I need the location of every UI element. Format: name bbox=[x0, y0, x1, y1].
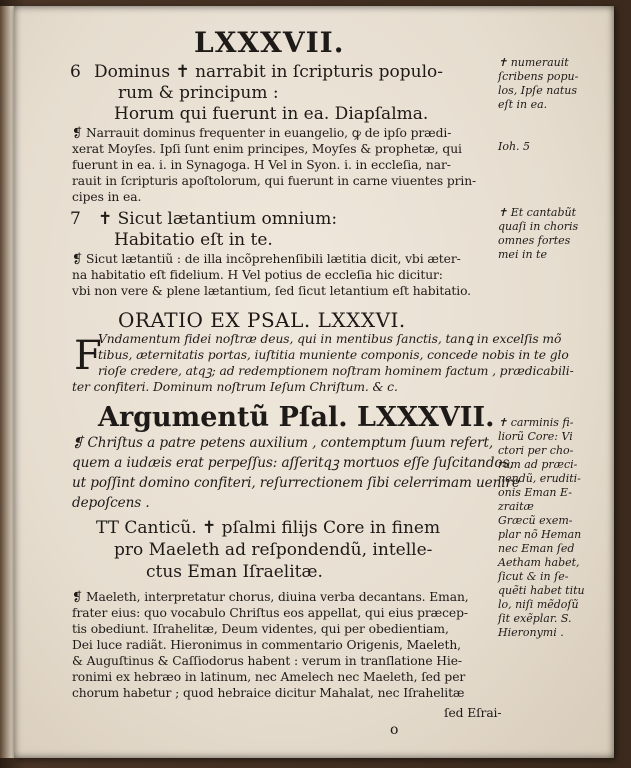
margin-note-4-line: ✝ carminis fi- bbox=[498, 416, 574, 429]
comment-2-line: vbi non vere & plene lætantium, ſed ſicut letantium eſt habitatio. bbox=[72, 284, 471, 298]
drop-cap: F bbox=[74, 333, 102, 379]
argumentum-line: ut poſſint domino confiteri, reſurrectionem ſibi celerrimam uenire bbox=[72, 475, 520, 491]
book-page bbox=[14, 6, 614, 758]
margin-note-3-line: quaſi in choris bbox=[498, 220, 579, 233]
margin-note-4-line: nendũ, eruditi- bbox=[498, 472, 581, 485]
verse-7-line-2: Habitatio eſt in te. bbox=[114, 230, 273, 250]
verse-7-number: 7 bbox=[70, 209, 81, 229]
verse-6-number: 6 bbox=[70, 62, 81, 82]
comment-1-line: cipes in ea. bbox=[72, 190, 142, 204]
margin-note-4-line: rum ad præci- bbox=[498, 458, 578, 471]
margin-note-3-line: ✝ Et cantabũt bbox=[498, 206, 576, 219]
margin-note-1-line: ſcribens popu- bbox=[498, 70, 579, 83]
canticum-line: TT Canticũ. ✝ pſalmi filijs Core in finem bbox=[96, 518, 441, 538]
comment-3-line: frater eius: quo vocabulo Chriſtus eos appellat, qui eius præcep- bbox=[72, 606, 468, 620]
comment-2-line: na habitatio eſt fidelium. H Vel potius de eccleſia hic dicitur: bbox=[72, 268, 443, 282]
comment-3-line: ❡ Maeleth, interpretatur chorus, diuina verba decantans. Eman, bbox=[72, 590, 469, 604]
margin-note-2: Ioh. 5 bbox=[498, 140, 531, 153]
comment-1-line: fuerunt in ea. i. in Synagoga. H Vel in Syon. i. in eccleſia, nar- bbox=[72, 158, 451, 172]
margin-note-4-line: ctori per cho- bbox=[498, 444, 574, 457]
comment-1-line: xerat Moyſes. Ipſi ſunt enim principes, Moyſes & prophetæ, qui bbox=[72, 142, 462, 156]
verse-6-line-1: Dominus ✝ narrabit in ſcripturis populo- bbox=[94, 62, 444, 82]
margin-note-4-line: quẽti habet titu bbox=[498, 584, 585, 597]
margin-note-4-line: zraitæ bbox=[498, 500, 534, 513]
argumentum-line: quem a iudæis erat perpeſſus: aſſeritqꝫ mortuos eſſe ſuſcitandos, bbox=[72, 455, 514, 471]
comment-3-line: tis obediunt. Iſrahelitæ, Deum videntes, qui per obedientiam, bbox=[72, 622, 449, 636]
verse-6-line-3: Horum qui fuerunt in ea. Diapſalma. bbox=[114, 104, 429, 124]
canticum-line: pro Maeleth ad reſpondendũ, intelle- bbox=[114, 540, 433, 560]
oratio-line: Vndamentum fidei noſtræ deus, qui in mentibus ſanctis, tanꝗ in excelſis mõ bbox=[98, 332, 562, 346]
oratio-line: ter confiteri. Dominum noſtrum Ieſum Chriſtum. & c. bbox=[72, 380, 398, 394]
verse-7-line-1: ✝ Sicut lætantium omnium: bbox=[98, 209, 338, 229]
argumentum-line: ❡ Chriſtus a patre petens auxilium , contemptum ſuum refert, bbox=[72, 435, 494, 451]
comment-3-line: Dei luce radiãt. Hieronimus in commentario Origenis, Maeleth, bbox=[72, 638, 461, 652]
margin-note-1-line: ✝ numerauit bbox=[498, 56, 569, 69]
signature-mark: o bbox=[390, 722, 399, 738]
comment-3-line: ronimi ex hebræo in latinum, nec Amelech nec Maeleth, ſed per bbox=[72, 670, 466, 684]
margin-note-4-line: Hieronymi . bbox=[498, 626, 564, 639]
margin-note-3-line: omnes fortes bbox=[498, 234, 571, 247]
oratio-line: rioſe credere, atqꝫ; ad redemptionem noſtram hominem factum , prædicabili- bbox=[98, 364, 574, 378]
margin-note-4-line: onis Eman E- bbox=[498, 486, 572, 499]
catchword: ſed Eſrai- bbox=[444, 706, 502, 720]
comment-2-line: ❡ Sicut lætantiũ : de illa incõprehenſibili lætitia dicit, vbi æter- bbox=[72, 252, 461, 266]
comment-1-line: rauit in ſcripturis apoſtolorum, qui fuerunt in carne viuentes prin- bbox=[72, 174, 477, 188]
margin-note-4-line: liorũ Core: Vi bbox=[498, 430, 573, 443]
margin-note-1-line: eſt in ea. bbox=[498, 98, 548, 111]
comment-3-line: chorum habetur ; quod hebraice dicitur Mahalat, nec Iſrahelitæ bbox=[72, 686, 465, 700]
comment-1-line: ❡ Narrauit dominus frequenter in euangelio, ꝙ de ipſo prædi- bbox=[72, 126, 452, 140]
margin-note-4-line: nec Eman ſed bbox=[498, 542, 575, 555]
oratio-title: ORATIO EX PSAL. LXXXVI. bbox=[118, 308, 406, 332]
margin-note-4-line: Aetham habet, bbox=[498, 556, 580, 569]
margin-note-3-line: mei in te bbox=[498, 248, 547, 261]
margin-note-1-line: los, Ipſe natus bbox=[498, 84, 578, 97]
verse-6-line-2: rum & principum : bbox=[118, 83, 279, 103]
oratio-line: tibus, æternitatis portas, iuſtitia muniente componis, concede nobis in te glo bbox=[98, 348, 569, 362]
margin-note-4-line: plar nõ Heman bbox=[498, 528, 582, 541]
argumentum-title: Argumentũ Pſal. LXXXVII. bbox=[98, 402, 495, 433]
margin-note-4-line: lo, niſi mẽdoſũ bbox=[498, 598, 579, 611]
margin-note-4-line: Græcũ exem- bbox=[498, 514, 573, 527]
margin-note-4-line: ſicut & in ſe- bbox=[498, 570, 569, 583]
margin-note-4-line: ſit exẽplar. S. bbox=[498, 612, 572, 625]
comment-3-line: & Auguſtinus & Caſſiodorus habent : verum in tranſlatione Hie- bbox=[72, 654, 462, 668]
page-header: LXXXVII. bbox=[194, 26, 345, 59]
canticum-line: ctus Eman Iſraelitæ. bbox=[146, 562, 323, 582]
argumentum-line: depoſcens . bbox=[72, 495, 150, 511]
